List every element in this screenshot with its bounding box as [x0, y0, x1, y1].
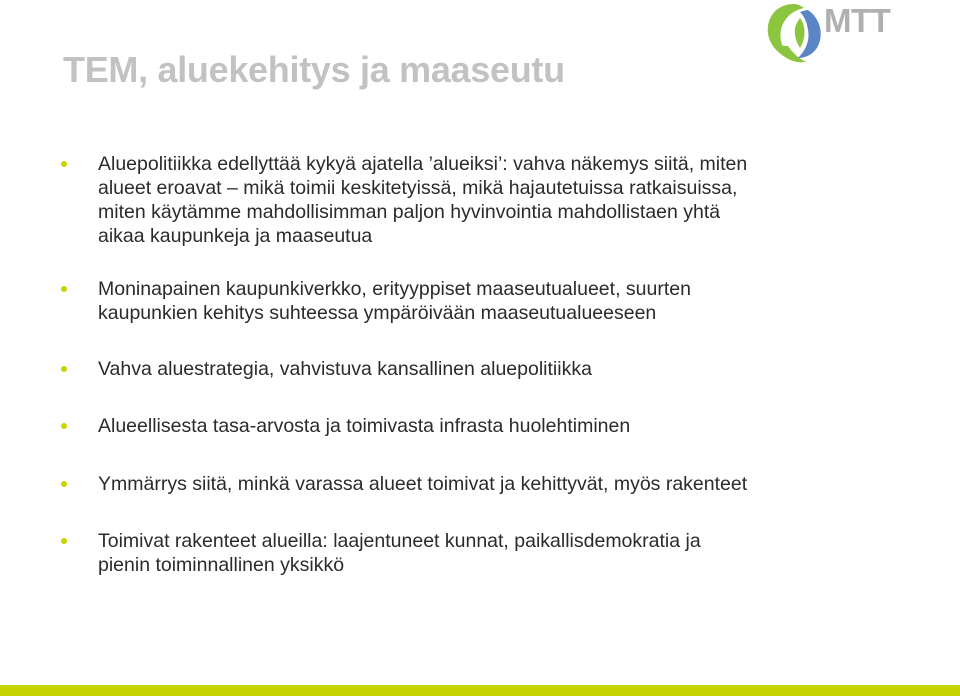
- logo-text: MTT: [824, 2, 891, 39]
- bullet-marker: [61, 423, 67, 429]
- bullet-line: miten käytämme mahdollisimman paljon hyvinvointia mahdollistaen yhtä: [98, 201, 721, 223]
- bullet-marker: [61, 481, 67, 487]
- bullet-marker: [61, 161, 67, 167]
- bullet-item: [98, 277, 878, 325]
- bullet-marker: [61, 538, 67, 544]
- logo-leaf-green-lower: [774, 44, 806, 62]
- bullet-item: [98, 472, 878, 496]
- slide-title: TEM, aluekehitys ja maaseutu: [63, 49, 565, 90]
- bullet-line: Aluepolitiikka edellyttää kykyä ajatella ’alueiksi’: vahva näkemys siitä, miten: [98, 153, 748, 175]
- bullet-line: aikaa kaupunkeja ja maaseutua: [98, 225, 373, 247]
- bullet-line: Toimivat rakenteet alueilla: laajentuneet kunnat, paikallisdemokratia ja: [98, 530, 701, 552]
- bullet-line: pienin toiminnallinen yksikkö: [98, 554, 345, 576]
- bullet-item: [98, 357, 878, 381]
- bullet-line: Alueellisesta tasa-arvosta ja toimivasta infrasta huolehtiminen: [98, 415, 631, 437]
- bullet-item: [98, 414, 878, 438]
- bullet-marker: [61, 286, 67, 292]
- bullet-line: Ymmärrys siitä, minkä varassa alueet toimivat ja kehittyvät, myös rakenteet: [98, 473, 748, 495]
- mtt-leaf-logo-icon: [764, 0, 828, 66]
- bullet-line: Moninapainen kaupunkiverkko, erityyppiset maaseutualueet, suurten: [98, 278, 691, 300]
- logo-leaf-green-center: [795, 18, 805, 48]
- bullet-item: [98, 529, 878, 577]
- bullet-line: kaupunkien kehitys suhteessa ympäröivään maaseutualueeseen: [98, 302, 657, 324]
- mtt-logo: [764, 0, 924, 66]
- bullet-marker: [61, 366, 67, 372]
- bullet-line: Vahva aluestrategia, vahvistuva kansallinen aluepolitiikka: [98, 358, 592, 380]
- footer-bar: [0, 685, 960, 696]
- bullet-line: alueet eroavat – mikä toimii keskitetyissä, mikä hajautetuissa ratkaisuissa,: [98, 177, 738, 199]
- bullet-item: [98, 152, 878, 248]
